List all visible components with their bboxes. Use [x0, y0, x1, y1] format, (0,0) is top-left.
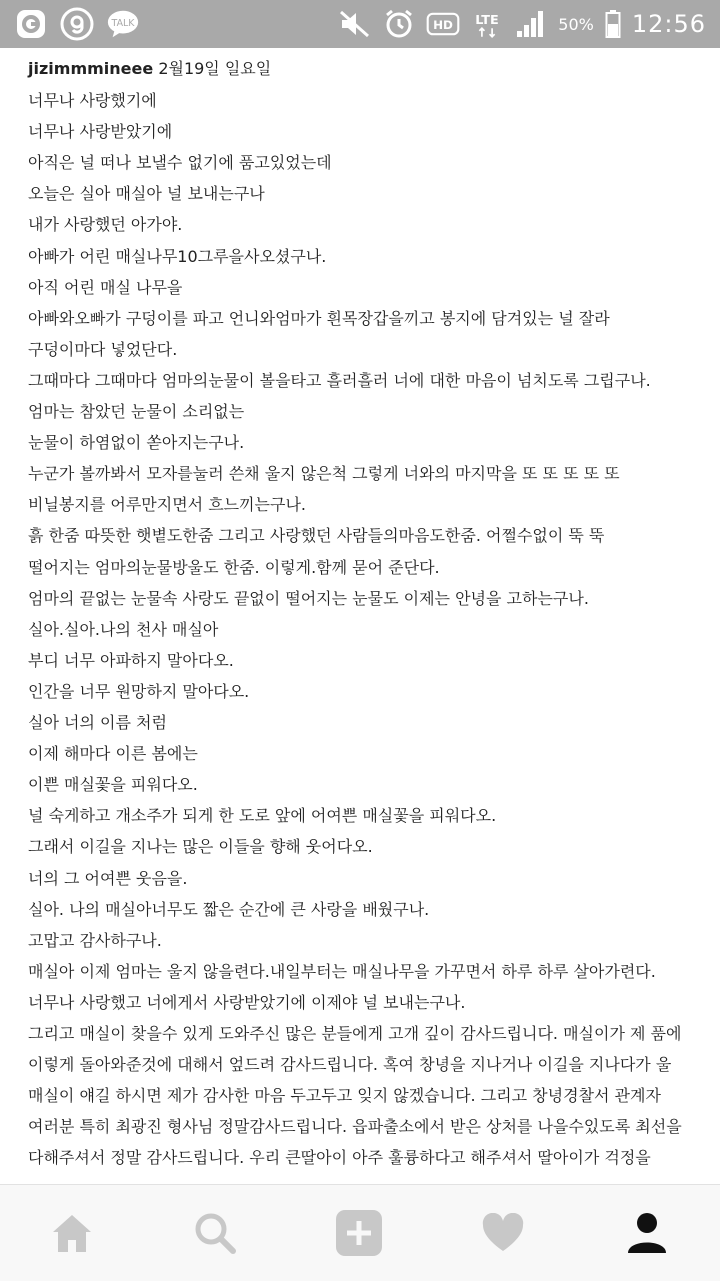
post-line: 내가 사랑했던 아가야. [28, 215, 183, 235]
battery-percent: 50% [558, 14, 594, 34]
g-circle-icon [60, 7, 94, 41]
post-line: 아빠와오빠가 구덩이를 파고 언니와엄마가 흰목장갑을끼고 봉지에 담겨있는 널 잘라 [28, 308, 610, 328]
post-line: 이쁜 매실꽃을 피워다오. [28, 775, 198, 795]
status-bar-left [14, 6, 140, 42]
post-line: 실아. 나의 매실아너무도 짧은 순간에 큰 사랑을 배웠구나. [28, 899, 430, 919]
alarm-icon [382, 7, 416, 41]
lte-label: LTE [475, 13, 499, 28]
post-header [28, 56, 271, 79]
bottom-nav [0, 1184, 720, 1281]
post-line: 여러분 특히 최광진 형사님 정말감사드립니다. 읍파출소에서 받은 상처를 나을수있도록 최선을 [28, 1117, 682, 1137]
talk-icon [106, 7, 140, 41]
post-line: 고맙고 감사하구나. [28, 930, 162, 950]
battery-icon [604, 7, 622, 41]
post-line: 아직은 널 떠나 보낼수 없기에 품고있었는데 [28, 153, 332, 173]
post-line: 아빠가 어린 매실나무10그루을사오셨구나. [28, 246, 327, 266]
post-content [0, 48, 720, 1184]
post-line: 오늘은 실아 매실아 널 보내는구나 [28, 184, 265, 204]
post-date: 2월19일 일요일 [158, 59, 272, 78]
status-bar [0, 0, 720, 48]
post-line: 눈물이 하염없이 쏟아지는구나. [28, 433, 245, 453]
post-line: 실아.실아.나의 천사 매실아 [28, 619, 219, 639]
post-line: 실아 너의 이름 처럼 [28, 713, 167, 732]
profile-icon[interactable] [623, 1209, 671, 1257]
post-line: 떨어지는 엄마의눈물방울도 한줌. 이렇게.함께 묻어 준단다. [28, 557, 440, 577]
post-line: 이렇게 돌아와준것에 대해서 엎드려 감사드립니다. 혹여 창녕을 지나거나 이길을 지나다가 울 [28, 1055, 672, 1075]
add-post-icon[interactable] [335, 1209, 383, 1257]
mute-icon [338, 7, 372, 41]
post-line: 다해주셔서 정말 감사드립니다. 우리 큰딸아이 아주 훌륭하다고 해주셔서 딸아이가 걱정을 [28, 1148, 651, 1168]
post-line: 너의 그 어여쁜 웃음을. [28, 868, 188, 888]
home-icon[interactable] [48, 1209, 96, 1257]
post-line: 너무나 사랑했기에 [28, 91, 157, 110]
post-username[interactable]: jizimmmineee [28, 59, 154, 78]
post-line: 엄마는 참았던 눈물이 소리없는 [28, 402, 245, 421]
post-line: 인간을 너무 원망하지 말아다오. [28, 681, 250, 701]
post-line: 널 숙게하고 개소주가 되게 한 도로 앞에 어여쁜 매실꽃을 피워다오. [28, 806, 497, 826]
post-line: 그래서 이길을 지나는 많은 이들을 향해 웃어다오. [28, 837, 373, 857]
hd-icon [426, 7, 460, 41]
search-icon[interactable] [191, 1209, 239, 1257]
post-line: 부디 너무 아파하지 말아다오. [28, 650, 234, 670]
post-line: 너무나 사랑했고 너에게서 사랑받았기에 이제야 널 보내는구나. [28, 992, 466, 1012]
post-line: 엄마의 끝없는 눈물속 사랑도 끝없이 떨어지는 눈물도 이제는 안녕을 고하는구나. [28, 588, 589, 608]
clock: 12:56 [631, 10, 706, 38]
post-line: 구덩이마다 넣었단다. [28, 339, 178, 359]
post-line: 매실아 이제 엄마는 울지 않을련다.내일부터는 매실나무을 가꾸면서 하루 하루 살아가련다. [28, 961, 656, 981]
heart-icon[interactable] [479, 1209, 527, 1257]
talk-label: TALK [111, 17, 135, 29]
post-line: 비닐봉지를 어루만지면서 흐느끼는구나. [28, 495, 307, 515]
post-line: 그리고 매실이 찾을수 있게 도와주신 많은 분들에게 고개 깊이 감사드립니다. 매실이가 제 품에 [28, 1024, 682, 1043]
signal-icon [514, 7, 548, 41]
g-app-icon [14, 7, 48, 41]
post-line: 이제 해마다 이른 봄에는 [28, 744, 198, 764]
lte-icon [470, 7, 504, 41]
status-bar-right [338, 6, 706, 42]
post-line: 아직 어린 매실 나무을 [28, 277, 183, 297]
post-line: 매실이 얘길 하시면 제가 감사한 마음 두고두고 잊지 않겠습니다. 그리고 창녕경찰서 관계자 [28, 1086, 661, 1106]
post-line: 너무나 사랑받았기에 [28, 122, 173, 142]
post-line: 흙 한줌 따뜻한 햇볕도한줌 그리고 사랑했던 사람들의마음도한줌. 어쩔수없이 뚝 뚝 [28, 526, 605, 546]
post-line: 누군가 볼까봐서 모자를눌러 쓴채 울지 않은척 그렇게 너와의 마지막을 또 또 또 또 또 [28, 464, 620, 484]
hd-label: HD [433, 18, 454, 33]
post-line: 그때마다 그때마다 엄마의눈물이 볼을타고 흘러흘러 너에 대한 마음이 넘치도록 그립구나. [28, 370, 651, 390]
